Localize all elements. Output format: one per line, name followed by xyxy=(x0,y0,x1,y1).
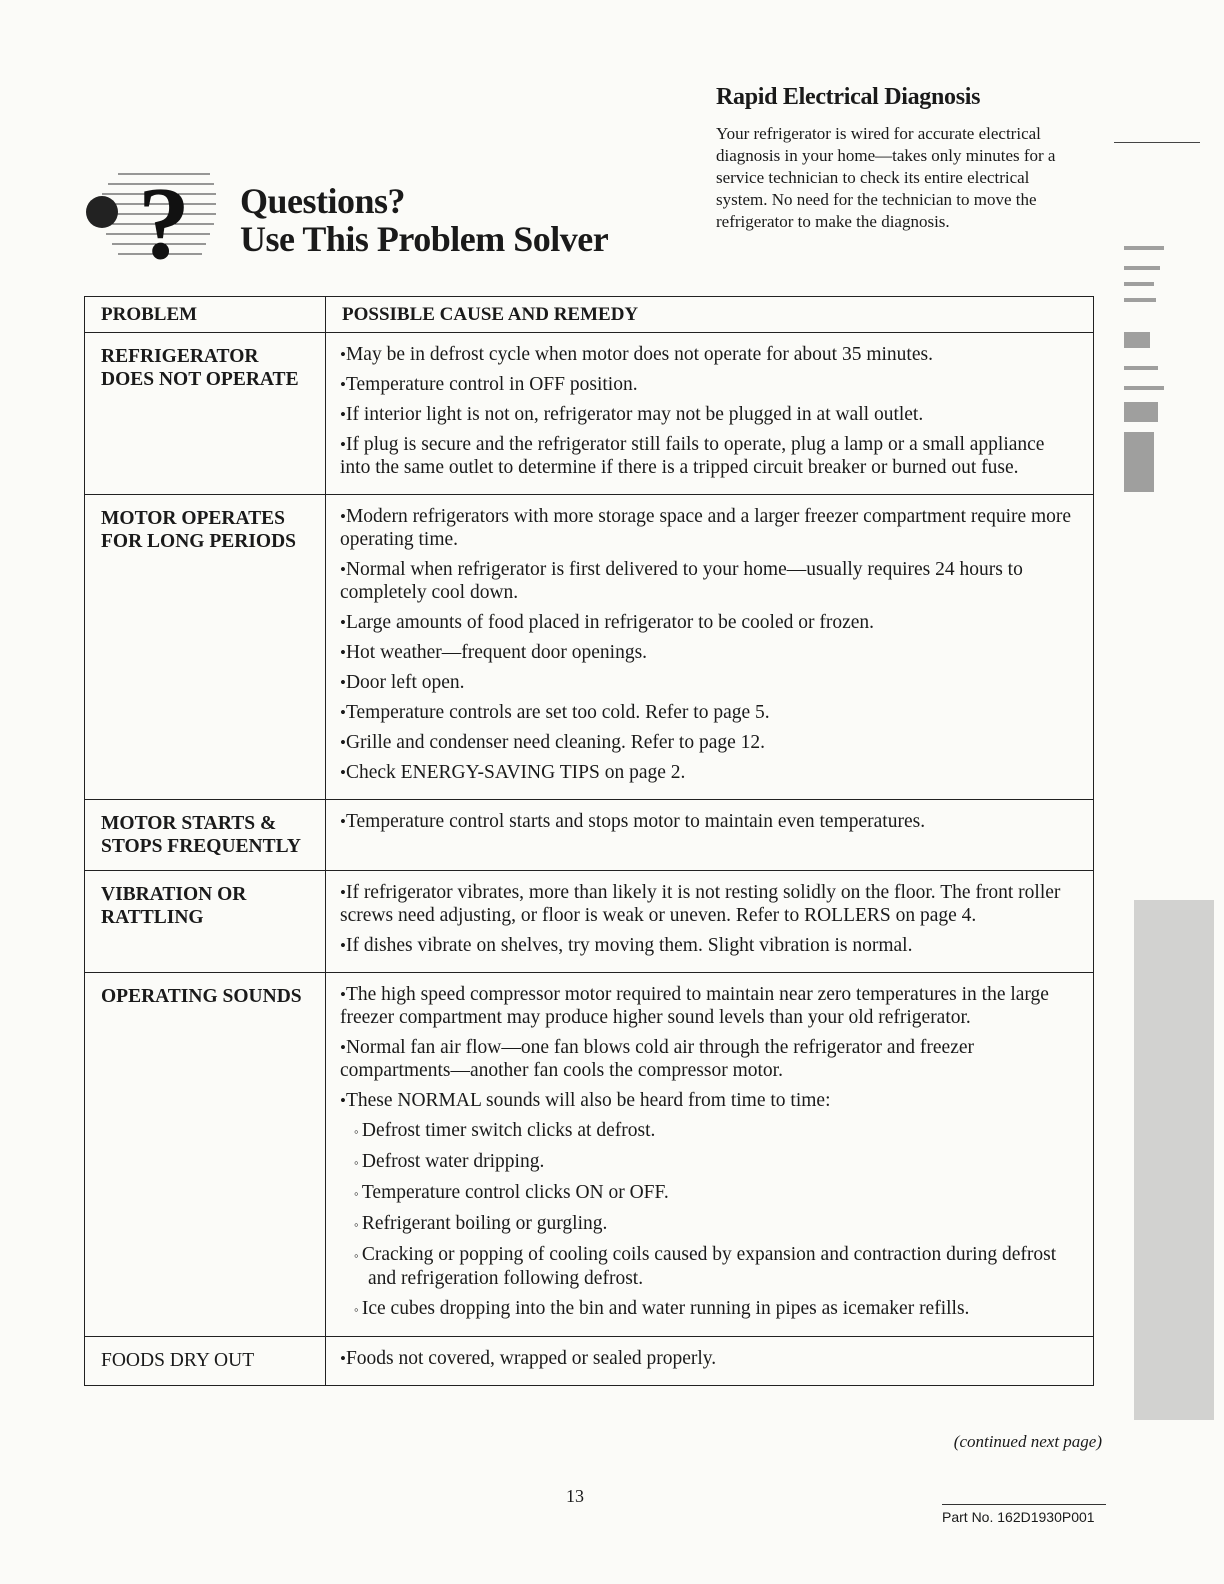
sub-remedy-item: ◦ Temperature control clicks ON or OFF. xyxy=(354,1181,1079,1205)
problem-cell: OPERATING SOUNDS xyxy=(85,973,326,1337)
sub-remedy-item: ◦ Defrost water dripping. xyxy=(354,1150,1079,1174)
table-row xyxy=(85,973,1094,1337)
sub-remedy-item: ◦ Ice cubes dropping into the bin and water running in pipes as icemaker refills. xyxy=(354,1297,1079,1321)
remedy-cell xyxy=(326,800,1094,871)
table-row xyxy=(85,495,1094,800)
remedy-item: • These NORMAL sounds will also be heard from time to time: xyxy=(340,1089,1079,1112)
table-row xyxy=(85,1337,1094,1386)
remedy-item: • Temperature control in OFF position. xyxy=(340,373,1079,396)
heading-questions: Questions? xyxy=(240,181,406,221)
sub-remedy-item: ◦ Refrigerant boiling or gurgling. xyxy=(354,1212,1079,1236)
table-row xyxy=(85,871,1094,973)
rapid-diagnosis-body: Your refrigerator is wired for accurate electrical diagnosis in your home—takes only minutes for a service technician to check its entire electrical system. No need for the technician to move the refrigerator to make the diagnosis. xyxy=(716,124,1056,231)
problem-cell: REFRIGERATOR DOES NOT OPERATE xyxy=(85,333,326,495)
remedy-cell xyxy=(326,973,1094,1337)
remedy-item: • Temperature control starts and stops motor to maintain even temperatures. xyxy=(340,810,1079,833)
problem-solver-table xyxy=(84,296,1094,1386)
sub-remedy-item: ◦ Defrost timer switch clicks at defrost. xyxy=(354,1119,1079,1143)
remedy-item: • Hot weather—frequent door openings. xyxy=(340,641,1079,664)
continued-note: (continued next page) xyxy=(953,1432,1102,1451)
part-number: Part No. 162D1930P001 xyxy=(942,1504,1106,1525)
remedy-item: • If interior light is not on, refrigerator may not be plugged in at wall outlet. xyxy=(340,403,1079,426)
remedy-item: • If plug is secure and the refrigerator still fails to operate, plug a lamp or a small appliance into the same outlet to determine if there is a tripped circuit breaker or burned out fuse. xyxy=(340,433,1079,479)
remedy-item: • Modern refrigerators with more storage space and a larger freezer compartment require more operating time. xyxy=(340,505,1079,551)
problem-cell: MOTOR OPERATES FOR LONG PERIODS xyxy=(85,495,326,800)
remedy-item: • Normal fan air flow—one fan blows cold air through the refrigerator and freezer compartments—another fan cools the compressor motor. xyxy=(340,1036,1079,1082)
question-mark-icon xyxy=(78,162,218,272)
table-row xyxy=(85,333,1094,495)
remedy-item: • Large amounts of food placed in refrigerator to be cooled or frozen. xyxy=(340,611,1079,634)
sub-remedy-item: ◦ Cracking or popping of cooling coils caused by expansion and contraction during defrost and refrigeration following defrost. xyxy=(354,1243,1079,1290)
heading-problem-solver: Use This Problem Solver xyxy=(240,219,609,259)
remedy-cell xyxy=(326,495,1094,800)
table-header-row xyxy=(85,297,1094,333)
remedy-cell xyxy=(326,871,1094,973)
page-heading xyxy=(240,182,608,258)
remedy-cell xyxy=(326,333,1094,495)
rapid-diagnosis-section xyxy=(716,84,1066,233)
rapid-diagnosis-title: Rapid Electrical Diagnosis xyxy=(716,84,981,110)
svg-text:?: ? xyxy=(138,166,190,272)
remedy-item: • May be in defrost cycle when motor does not operate for about 35 minutes. xyxy=(340,343,1079,366)
problem-cell: FOODS DRY OUT xyxy=(85,1337,326,1386)
remedy-item: • Normal when refrigerator is first delivered to your home—usually requires 24 hours to completely cool down. xyxy=(340,558,1079,604)
remedy-item: • Foods not covered, wrapped or sealed properly. xyxy=(340,1347,1079,1370)
page-number: 13 xyxy=(566,1486,584,1506)
problem-cell: MOTOR STARTS & STOPS FREQUENTLY xyxy=(85,800,326,871)
remedy-item: • If refrigerator vibrates, more than likely it is not resting solidly on the floor. The front roller screws need adjusting, or floor is weak or uneven. Refer to ROLLERS on page 4. xyxy=(340,881,1079,927)
remedy-cell xyxy=(326,1337,1094,1386)
table-row xyxy=(85,800,1094,871)
remedy-item: • Check ENERGY-SAVING TIPS on page 2. xyxy=(340,761,1079,784)
remedy-item: • If dishes vibrate on shelves, try moving them. Slight vibration is normal. xyxy=(340,934,1079,957)
remedy-item: • Temperature controls are set too cold. Refer to page 5. xyxy=(340,701,1079,724)
column-header-problem: PROBLEM xyxy=(85,297,326,333)
column-header-remedy: POSSIBLE CAUSE AND REMEDY xyxy=(326,297,1094,333)
problem-cell: VIBRATION OR RATTLING xyxy=(85,871,326,973)
scan-edge-decoration xyxy=(1114,0,1224,1584)
remedy-item: • Grille and condenser need cleaning. Refer to page 12. xyxy=(340,731,1079,754)
remedy-item: • Door left open. xyxy=(340,671,1079,694)
remedy-item: • The high speed compressor motor required to maintain near zero temperatures in the large freezer compartment may produce higher sound levels than your old refrigerator. xyxy=(340,983,1079,1029)
